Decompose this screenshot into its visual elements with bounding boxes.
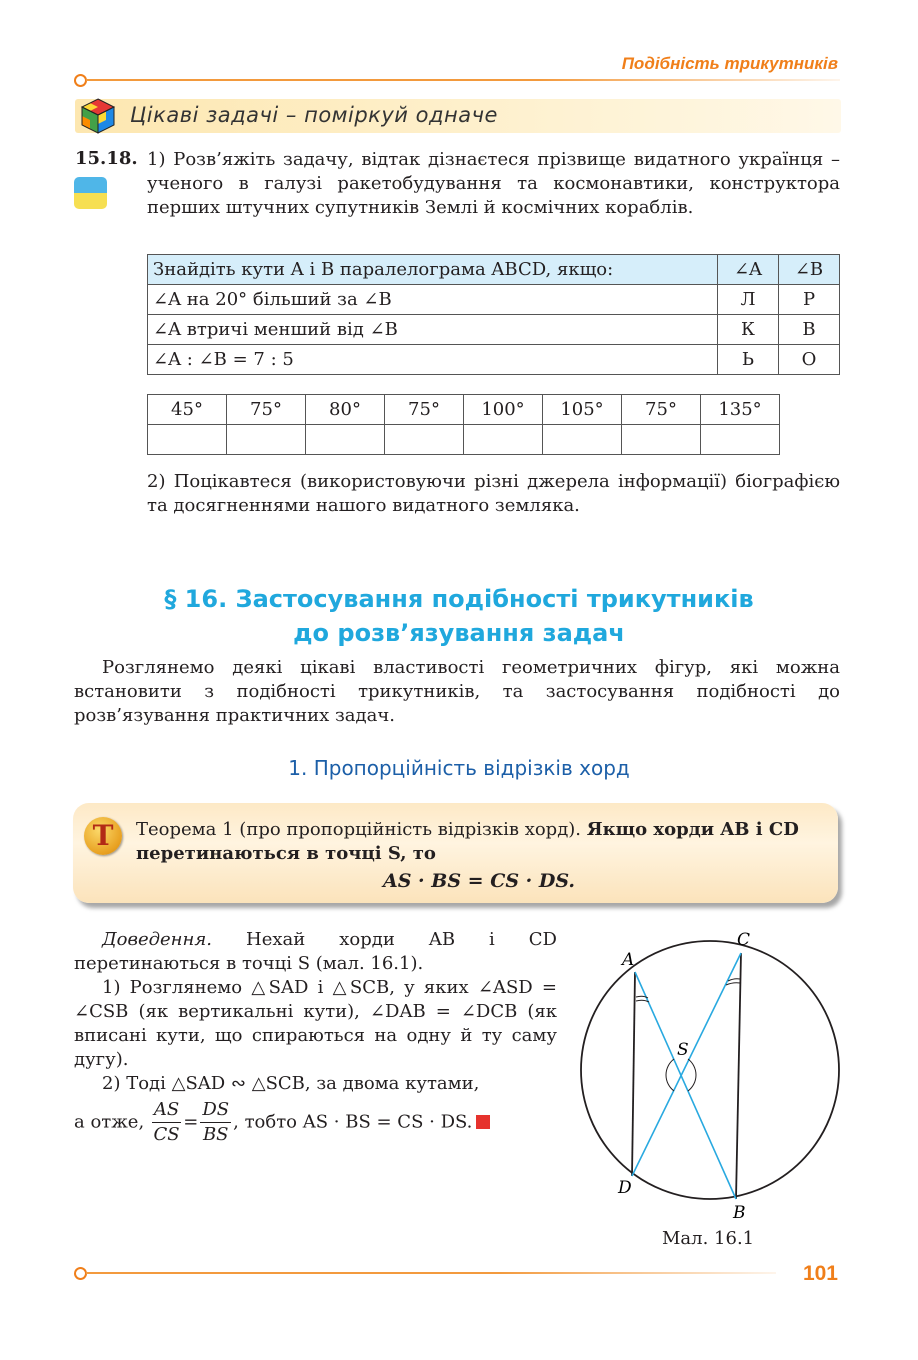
table-cell: В <box>779 315 840 345</box>
answer-letter-cell[interactable] <box>385 425 464 455</box>
fraction-ds-bs: $\frac{DS}{BS}$ <box>202 1099 230 1145</box>
table-cell: Л <box>718 285 779 315</box>
table-cell: О <box>779 345 840 375</box>
proof-conclusion: а отже, $\frac{AS}{CS}$ = $\frac{DS}{BS}$ , тобто AS · BS = CS · DS. <box>74 1098 557 1147</box>
proof-label: Доведення. <box>102 929 213 950</box>
banner-title: Цікаві задачі – поміркуй одначе <box>130 103 498 127</box>
answer-value-cell: 75° <box>622 395 701 425</box>
table-cell: К <box>718 315 779 345</box>
angle-arc-left <box>666 1059 674 1091</box>
proof-conclusion-prefix: а отже, <box>74 1111 145 1133</box>
proof-intro <box>74 928 557 976</box>
answer-letter-cell[interactable] <box>622 425 701 455</box>
chord-ab <box>635 972 736 1199</box>
table-header-row <box>148 255 840 285</box>
figure-caption: Мал. 16.1 <box>662 1228 755 1249</box>
label-s: S <box>677 1040 689 1060</box>
answer-letters-row <box>148 425 780 455</box>
circle <box>581 941 839 1199</box>
answer-grid <box>147 394 780 455</box>
subsection-title: 1. Пропорційність відрізків хорд <box>288 756 630 780</box>
table-cell: ∠A : ∠B = 7 : 5 <box>148 345 718 375</box>
angle-arc-right <box>688 1059 696 1091</box>
chord-figure <box>570 925 850 1225</box>
ukraine-flag-icon <box>74 177 107 209</box>
footer-rule <box>86 1272 776 1274</box>
answer-value-cell: 75° <box>227 395 306 425</box>
answer-value-cell: 100° <box>464 395 543 425</box>
table-cell: ∠A на 20° більший за ∠B <box>148 285 718 315</box>
table-cell: Р <box>779 285 840 315</box>
answer-letter-cell[interactable] <box>148 425 227 455</box>
table-row <box>148 345 840 375</box>
fraction-as-cs: $\frac{AS}{CS}$ <box>153 1099 180 1145</box>
proof-step1: 1) Розглянемо △SAD і △SCB, у яких ∠ASD = ∠CSB (як вертикальні кути), ∠DAB = ∠DCB (як вписані кути, що спираються на одну й ту саму дугу). <box>74 977 557 1070</box>
table-row <box>148 315 840 345</box>
answer-letter-cell[interactable] <box>701 425 780 455</box>
theorem-badge-icon: Т <box>84 817 122 855</box>
problem-number: 15.18. <box>75 148 138 169</box>
label-c: C <box>737 930 751 950</box>
section-title-line2: до розв’язування задач <box>293 619 625 647</box>
label-b: B <box>733 1203 746 1223</box>
answer-value-cell: 80° <box>306 395 385 425</box>
proof-block <box>74 928 557 1147</box>
answer-value-cell: 45° <box>148 395 227 425</box>
proof-step2: 2) Тоді △SAD ∾ △SCB, за двома кутами, <box>102 1073 480 1094</box>
proof-conclusion-suffix: , тобто AS · BS = CS · DS. <box>233 1111 473 1133</box>
section-intro: Розглянемо деякі цікаві властивості геометричних фігур, які можна встановити з подібності трикутників, та застосування подібності до розв’язування практичних задач. <box>74 657 840 726</box>
theorem-label: Теорема 1 (про пропорційність відрізків хорд). <box>136 819 582 840</box>
cube-icon <box>78 96 118 136</box>
answer-value-cell: 75° <box>385 395 464 425</box>
angles-table <box>147 254 840 375</box>
answer-values-row <box>148 395 780 425</box>
table-header-cell: ∠B <box>779 255 840 285</box>
label-a: A <box>622 950 635 970</box>
angle-mark-c <box>728 979 740 981</box>
header-rule <box>86 79 840 81</box>
problem-part1: 1) Розв’яжіть задачу, відтак дізнаєтеся прізвище видатного українця – ученого в галузі ракетобудування та космонавтики, конструктора перших штучних супутників Землі й космічних кораблів. <box>147 149 840 218</box>
angle-mark-c2 <box>726 983 740 985</box>
table-cell: Ь <box>718 345 779 375</box>
chord-cb <box>736 953 741 1199</box>
chord-cd <box>632 953 741 1176</box>
answer-letter-cell[interactable] <box>464 425 543 455</box>
table-cell: ∠A втричі менший від ∠B <box>148 315 718 345</box>
answer-value-cell: 105° <box>543 395 622 425</box>
problem-part2: 2) Поцікавтеся (використовуючи різні джерела інформації) біографією та досягненнями нашого видатного земляка. <box>147 471 840 516</box>
answer-letter-cell[interactable] <box>227 425 306 455</box>
table-row <box>148 285 840 315</box>
label-d: D <box>618 1178 632 1198</box>
chord-ad <box>632 972 635 1176</box>
running-title: Подібність трикутників <box>621 54 838 73</box>
table-header-cell: ∠A <box>718 255 779 285</box>
qed-icon <box>476 1115 490 1129</box>
answer-value-cell: 135° <box>701 395 780 425</box>
theorem-statement: Якщо хорди AB і CD перетинаються в точці S, то <box>136 819 799 864</box>
answer-letter-cell[interactable] <box>543 425 622 455</box>
table-header-cell: Знайдіть кути A і B паралелограма ABCD, якщо: <box>148 255 718 285</box>
theorem-equation: AS · BS = CS · DS. <box>382 870 576 892</box>
section-title-line1: § 16. Застосування подібності трикутників <box>164 585 754 613</box>
theorem-text <box>136 818 822 866</box>
proof-intro-text: Нехай хорди AB і CD перетинаються в точці S (мал. 16.1). <box>74 929 557 974</box>
page-number: 101 <box>802 1262 838 1285</box>
answer-letter-cell[interactable] <box>306 425 385 455</box>
